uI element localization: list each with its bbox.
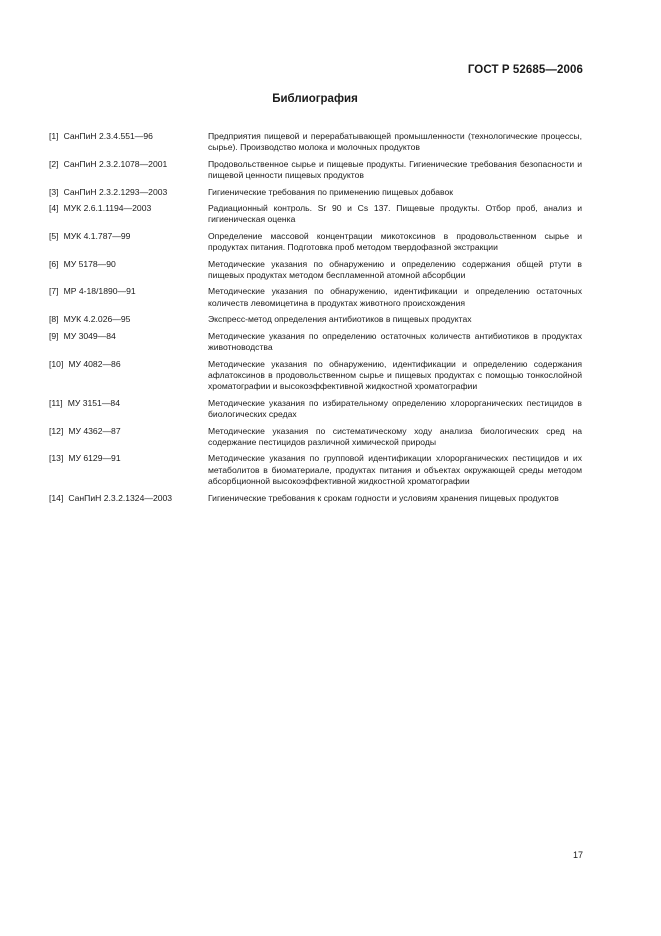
entry-code: МУ 6129—91 <box>68 453 121 464</box>
entry-number: [4] <box>49 203 59 214</box>
entry-code: МУ 4082—86 <box>68 358 121 369</box>
entry-reference <box>49 203 208 226</box>
entry-description: Гигиенические требования к срокам годности и условиям хранения пищевых продуктов <box>208 492 559 503</box>
entry-reference <box>49 131 208 154</box>
entry-reference <box>49 493 208 504</box>
bibliography-entry <box>49 453 582 487</box>
entry-code: МУ 3151—84 <box>67 397 120 408</box>
entry-reference <box>49 187 208 198</box>
entry-code: МУК 4.1.787—99 <box>63 230 131 241</box>
entry-code: МУ 3049—84 <box>63 330 116 341</box>
entry-description: Продовольственное сырье и пищевые продукты. Гигиенические требования безопасности и пищевой ценности пищевых продуктов <box>208 158 582 181</box>
entry-code: СанПиН 2.3.2.1078—2001 <box>63 158 168 169</box>
entry-description: Методические указания по избирательному определению хлорорганических пестицидов в биологических средах <box>208 397 582 420</box>
entry-number: [1] <box>49 131 59 141</box>
entry-number: [9] <box>49 330 59 341</box>
entry-number: [7] <box>49 286 59 297</box>
entry-number: [8] <box>49 314 59 325</box>
entry-description: Методические указания по определению остаточных количеств антибиотиков в продуктах животноводства <box>208 330 582 353</box>
entry-number: [10] <box>49 358 64 369</box>
bibliography-entry <box>49 131 582 154</box>
entry-description: Определение массовой концентрации микотоксинов в продовольственном сырье и продуктах питания. Подготовка проб методом твердофазной экстракции <box>208 230 582 253</box>
entry-code: МУ 4362—87 <box>68 425 121 436</box>
standard-number: ГОСТ Р 52685—2006 <box>467 64 583 76</box>
bibliography-entry <box>49 398 582 421</box>
bibliography-entry <box>49 259 582 282</box>
bibliography-entry <box>49 231 582 254</box>
bibliography-entry <box>49 286 582 309</box>
bibliography-entry <box>49 493 582 504</box>
entry-description: Методические указания по групповой идентификации хлорорганических пестицидов и их метаболитов в биоматериале, продуктах питания и объектах окружающей среды методом абсорбционной высокоэффективной жидкостной хроматографии <box>208 453 582 487</box>
bibliography-list <box>49 131 582 509</box>
entry-number: [5] <box>49 230 59 241</box>
entry-number: [12] <box>49 425 64 436</box>
bibliography-entry <box>49 331 582 354</box>
entry-description: Методические указания по обнаружению и определению содержания общей ртути в пищевых продуктах методом беспламенной атомной абсорбции <box>208 258 582 281</box>
entry-description: Радиационный контроль. Sr 90 и Cs 137. Пищевые продукты. Отбор проб, анализ и гигиеническая оценка <box>208 203 582 225</box>
entry-number: [11] <box>49 397 63 408</box>
bibliography-entry <box>49 187 582 198</box>
entry-code: МУК 4.2.026—95 <box>63 314 131 325</box>
entry-number: [14] <box>49 492 64 503</box>
entry-reference <box>49 359 208 393</box>
entry-reference <box>49 159 208 182</box>
bibliography-entry <box>49 159 582 182</box>
entry-code: МУК 2.6.1.1194—2003 <box>63 203 152 214</box>
page-number: 17 <box>572 850 583 860</box>
entry-reference <box>49 231 208 254</box>
entry-reference <box>49 426 208 449</box>
entry-description: Методические указания по систематическому ходу анализа биологических сред на содержание пестицидов различной химической природы <box>208 425 582 447</box>
entry-number: [13] <box>49 453 64 464</box>
entry-reference <box>49 453 208 487</box>
entry-description: Методические указания по обнаружению, идентификации и определению содержания афлатоксинов в продовольственном сырье и пищевых продуктах с помощью тонкослойной хроматографии и высокоэффективной жидкостной хроматографии <box>208 358 582 392</box>
entry-number: [3] <box>49 186 59 197</box>
entry-number: [2] <box>49 158 59 169</box>
entry-code: МУ 5178—90 <box>63 258 116 269</box>
entry-code: СанПиН 2.3.2.1293—2003 <box>63 186 168 197</box>
entry-reference <box>49 398 208 421</box>
bibliography-entry <box>49 203 582 226</box>
entry-reference <box>49 331 208 354</box>
entry-reference <box>49 286 208 309</box>
entry-number: [6] <box>49 258 59 269</box>
entry-code: СанПиН 2.3.4.551—96 <box>63 131 153 141</box>
entry-reference <box>49 314 208 325</box>
page-title: Библиография <box>272 93 358 105</box>
entry-description: Методические указания по обнаружению, идентификации и определению остаточных количеств левомицетина в продуктах животного происхождения <box>208 286 582 308</box>
bibliography-entry <box>49 359 582 393</box>
bibliography-entry <box>49 314 582 325</box>
entry-code: СанПиН 2.3.2.1324—2003 <box>68 492 173 503</box>
entry-description: Предприятия пищевой и перерабатывающей промышленности (технологические процессы, сырье). Производство молока и молочных продуктов <box>208 131 582 153</box>
entry-code: МР 4-18/1890—91 <box>63 286 136 297</box>
bibliography-entry <box>49 426 582 449</box>
entry-reference <box>49 259 208 282</box>
entry-description: Экспресс-метод определения антибиотиков в пищевых продуктах <box>208 314 472 325</box>
entry-description: Гигиенические требования по применению пищевых добавок <box>208 186 454 197</box>
